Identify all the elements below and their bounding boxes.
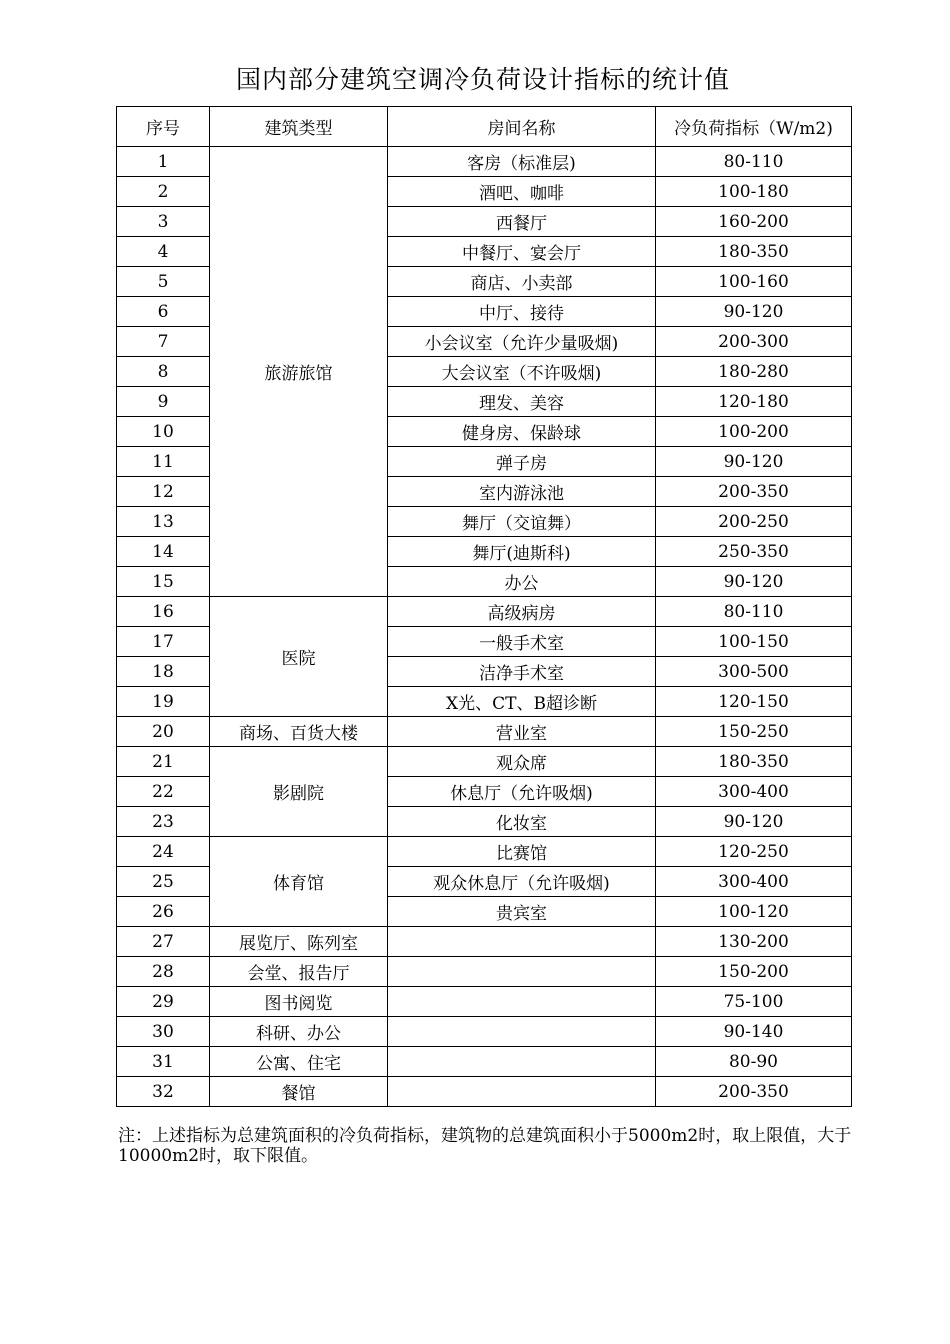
cell-seq: 22	[117, 777, 210, 807]
cell-seq: 16	[117, 597, 210, 627]
cell-room-name	[388, 1077, 656, 1107]
cell-cooling-index: 300-400	[656, 777, 852, 807]
cell-cooling-index: 250-350	[656, 537, 852, 567]
cell-cooling-index: 90-120	[656, 567, 852, 597]
cell-cooling-index: 80-90	[656, 1047, 852, 1077]
cell-seq: 25	[117, 867, 210, 897]
cell-room-name: 商店、小卖部	[388, 267, 656, 297]
cell-room-name: 健身房、保龄球	[388, 417, 656, 447]
cell-cooling-index: 150-200	[656, 957, 852, 987]
cell-cooling-index: 90-120	[656, 297, 852, 327]
cell-seq: 23	[117, 807, 210, 837]
cell-cooling-index: 180-350	[656, 237, 852, 267]
table-row	[117, 927, 852, 957]
cell-room-name: 小会议室（允许少量吸烟)	[388, 327, 656, 357]
cell-cooling-index: 90-120	[656, 807, 852, 837]
cell-room-name: 比赛馆	[388, 837, 656, 867]
cell-seq: 17	[117, 627, 210, 657]
cell-cooling-index: 130-200	[656, 927, 852, 957]
cell-seq: 18	[117, 657, 210, 687]
cell-seq: 10	[117, 417, 210, 447]
cell-seq: 1	[117, 147, 210, 177]
cell-room-name: 理发、美容	[388, 387, 656, 417]
cell-room-name: 大会议室（不许吸烟)	[388, 357, 656, 387]
cell-cooling-index: 200-350	[656, 477, 852, 507]
cell-room-name: 舞厅(迪斯科)	[388, 537, 656, 567]
cell-cooling-index: 100-150	[656, 627, 852, 657]
cell-seq: 11	[117, 447, 210, 477]
cell-room-name	[388, 957, 656, 987]
cell-building-type: 商场、百货大楼	[210, 717, 388, 747]
cell-seq: 8	[117, 357, 210, 387]
cell-building-type: 公寓、住宅	[210, 1047, 388, 1077]
cell-room-name: 中餐厅、宴会厅	[388, 237, 656, 267]
cell-cooling-index: 200-300	[656, 327, 852, 357]
cell-cooling-index: 90-140	[656, 1017, 852, 1047]
cell-room-name	[388, 927, 656, 957]
cell-seq: 29	[117, 987, 210, 1017]
cell-cooling-index: 80-110	[656, 147, 852, 177]
cell-seq: 26	[117, 897, 210, 927]
cell-cooling-index: 300-400	[656, 867, 852, 897]
cell-room-name: 办公	[388, 567, 656, 597]
cell-building-type: 科研、办公	[210, 1017, 388, 1047]
cell-seq: 4	[117, 237, 210, 267]
table-row	[117, 147, 852, 177]
cell-seq: 30	[117, 1017, 210, 1047]
column-header-building-type: 建筑类型	[210, 107, 388, 147]
cell-room-name: 洁净手术室	[388, 657, 656, 687]
cell-room-name: 客房（标准层)	[388, 147, 656, 177]
table-row	[117, 987, 852, 1017]
cell-room-name	[388, 1047, 656, 1077]
cell-room-name: 弹子房	[388, 447, 656, 477]
cooling-load-table	[116, 106, 852, 1107]
cell-cooling-index: 100-120	[656, 897, 852, 927]
cell-building-type: 影剧院	[210, 747, 388, 837]
table-row	[117, 597, 852, 627]
cell-seq: 32	[117, 1077, 210, 1107]
cell-room-name: 贵宾室	[388, 897, 656, 927]
cell-cooling-index: 200-250	[656, 507, 852, 537]
cell-seq: 7	[117, 327, 210, 357]
cell-room-name: 高级病房	[388, 597, 656, 627]
column-header-index: 冷负荷指标（W/m2)	[656, 107, 852, 147]
cell-seq: 28	[117, 957, 210, 987]
cell-cooling-index: 160-200	[656, 207, 852, 237]
column-header-room-name: 房间名称	[388, 107, 656, 147]
cell-cooling-index: 120-180	[656, 387, 852, 417]
cell-building-type: 医院	[210, 597, 388, 717]
cell-building-type: 图书阅览	[210, 987, 388, 1017]
table-row	[117, 1077, 852, 1107]
cell-seq: 6	[117, 297, 210, 327]
cell-seq: 27	[117, 927, 210, 957]
cell-room-name: 化妆室	[388, 807, 656, 837]
table-row	[117, 837, 852, 867]
cell-room-name: 西餐厅	[388, 207, 656, 237]
table-row	[117, 1017, 852, 1047]
cell-cooling-index: 100-180	[656, 177, 852, 207]
cell-seq: 12	[117, 477, 210, 507]
cell-room-name: 酒吧、咖啡	[388, 177, 656, 207]
cell-cooling-index: 180-280	[656, 357, 852, 387]
cell-seq: 24	[117, 837, 210, 867]
cell-room-name	[388, 1017, 656, 1047]
table-row	[117, 747, 852, 777]
cell-building-type: 餐馆	[210, 1077, 388, 1107]
cell-cooling-index: 180-350	[656, 747, 852, 777]
cell-seq: 19	[117, 687, 210, 717]
cell-building-type: 展览厅、陈列室	[210, 927, 388, 957]
cell-building-type: 体育馆	[210, 837, 388, 927]
cell-seq: 3	[117, 207, 210, 237]
cell-room-name: X光、CT、B超诊断	[388, 687, 656, 717]
cell-cooling-index: 90-120	[656, 447, 852, 477]
page-title: 国内部分建筑空调冷负荷设计指标的统计值	[235, 65, 730, 94]
cell-seq: 31	[117, 1047, 210, 1077]
table-row	[117, 1047, 852, 1077]
cell-room-name: 观众休息厅（允许吸烟)	[388, 867, 656, 897]
cell-cooling-index: 300-500	[656, 657, 852, 687]
cell-cooling-index: 200-350	[656, 1077, 852, 1107]
cell-room-name: 营业室	[388, 717, 656, 747]
column-header-seq: 序号	[117, 107, 210, 147]
cell-cooling-index: 100-160	[656, 267, 852, 297]
cell-seq: 14	[117, 537, 210, 567]
cell-seq: 2	[117, 177, 210, 207]
cell-cooling-index: 120-250	[656, 837, 852, 867]
cell-seq: 15	[117, 567, 210, 597]
cell-room-name: 舞厅（交谊舞）	[388, 507, 656, 537]
table-row	[117, 717, 852, 747]
cell-seq: 20	[117, 717, 210, 747]
table-header-row	[117, 107, 852, 147]
cell-room-name: 休息厅（允许吸烟)	[388, 777, 656, 807]
table-row	[117, 957, 852, 987]
cell-building-type: 旅游旅馆	[210, 147, 388, 597]
cell-seq: 9	[117, 387, 210, 417]
cell-cooling-index: 100-200	[656, 417, 852, 447]
cell-room-name: 中厅、接待	[388, 297, 656, 327]
cell-building-type: 会堂、报告厅	[210, 957, 388, 987]
cell-room-name: 一般手术室	[388, 627, 656, 657]
cell-cooling-index: 120-150	[656, 687, 852, 717]
cell-seq: 21	[117, 747, 210, 777]
cell-room-name: 室内游泳池	[388, 477, 656, 507]
cell-cooling-index: 80-110	[656, 597, 852, 627]
cell-cooling-index: 75-100	[656, 987, 852, 1017]
footnote: 注：上述指标为总建筑面积的冷负荷指标，建筑物的总建筑面积小于5000m2时，取上限值，大于10000m2时，取下限值。	[118, 1126, 852, 1166]
cell-seq: 13	[117, 507, 210, 537]
cell-cooling-index: 150-250	[656, 717, 852, 747]
cell-room-name: 观众席	[388, 747, 656, 777]
cell-room-name	[388, 987, 656, 1017]
cell-seq: 5	[117, 267, 210, 297]
